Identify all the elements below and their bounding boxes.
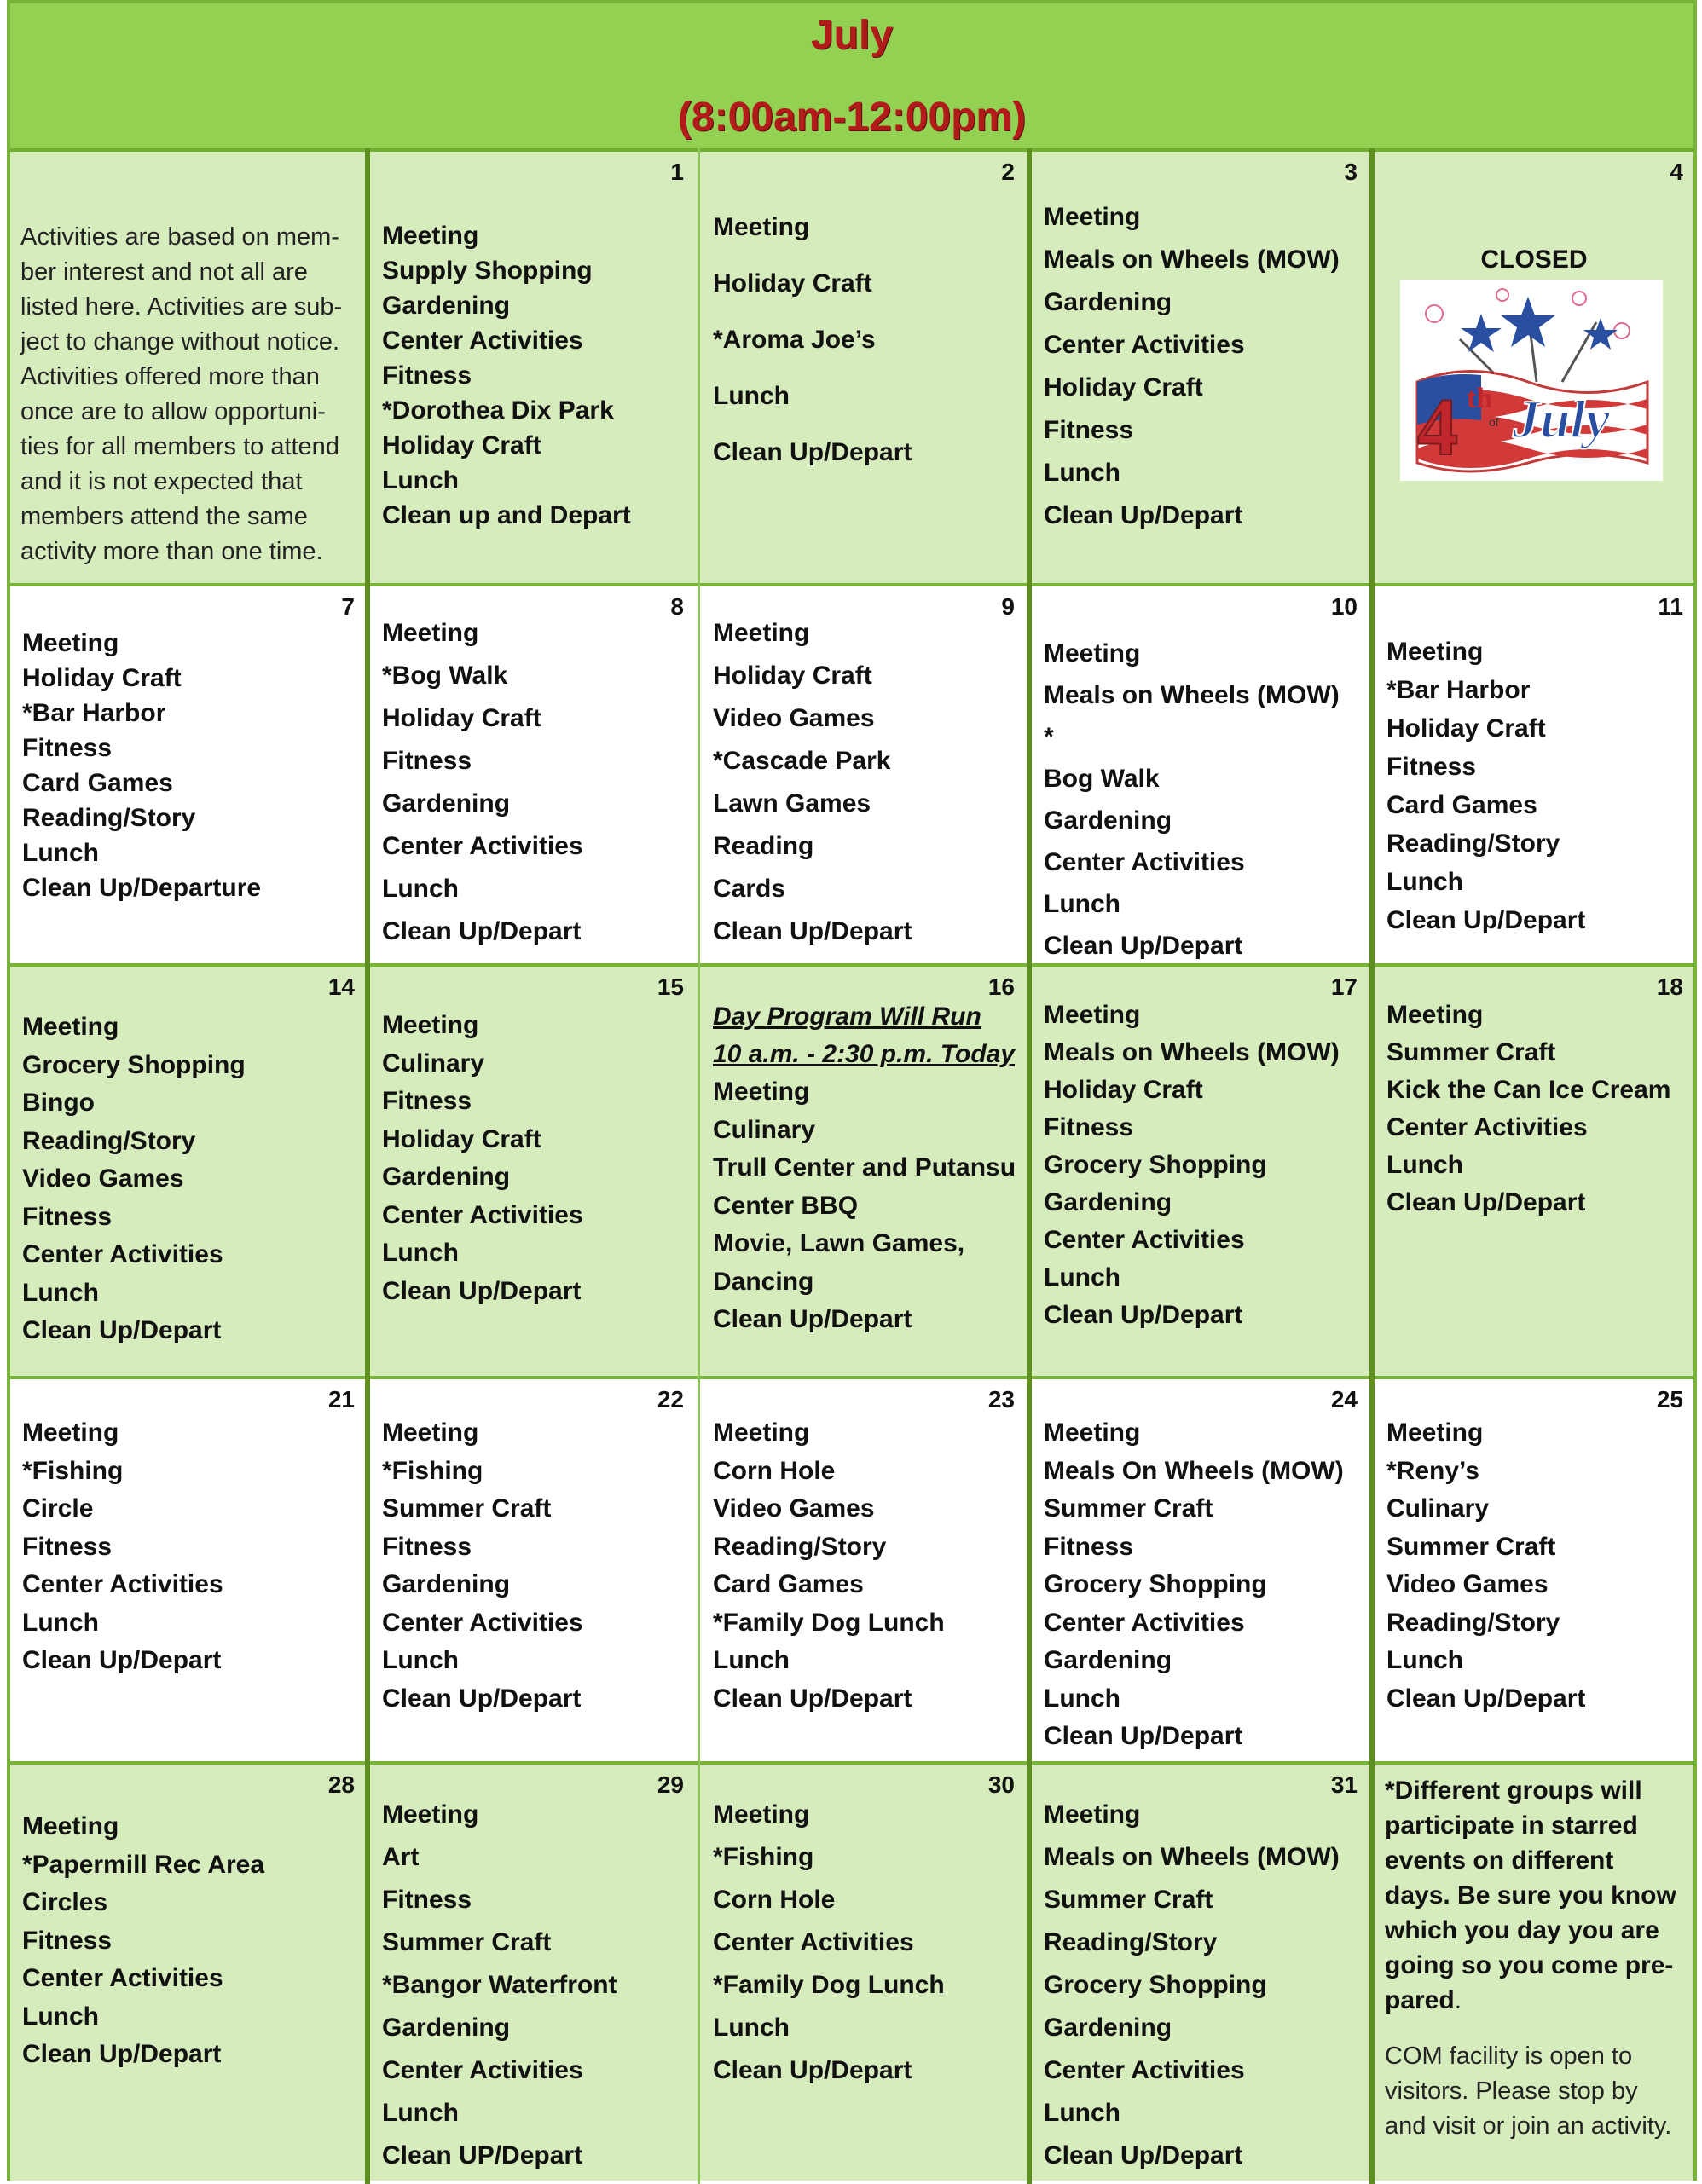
activity-item: Art — [382, 1843, 420, 1871]
day-cell-15 — [370, 967, 694, 1376]
activity-list — [382, 1418, 689, 1722]
activity-item: * — [1044, 723, 1054, 751]
intro-note-cell — [10, 152, 365, 583]
activity-item: Clean UP/Depart — [382, 2141, 583, 2170]
activity-item: Summer Craft — [382, 1494, 552, 1522]
activity-item: Lunch — [1044, 1684, 1120, 1713]
activity-item: Clean Up/Depart — [1044, 1301, 1243, 1329]
day-number: 4 — [1670, 159, 1683, 185]
activity-list — [1044, 203, 1363, 544]
day-cell-3 — [1032, 152, 1368, 583]
day-number: 24 — [1330, 1386, 1358, 1413]
activity-item: Video Games — [713, 1494, 875, 1522]
activity-item: *Bog Walk — [382, 662, 508, 690]
note-line: participate in starred — [1385, 1811, 1638, 1840]
activity-item: *Fishing — [713, 1843, 814, 1871]
day-cell-31 — [1032, 1765, 1368, 2181]
activity-item: Fitness — [382, 1532, 472, 1561]
day-cell-9 — [701, 586, 1025, 963]
activity-item: Meals On Wheels (MOW) — [1044, 1456, 1344, 1485]
activity-item: Meeting — [382, 222, 479, 250]
day-number: 30 — [987, 1771, 1015, 1798]
activity-item: Summer Craft — [1044, 1494, 1213, 1522]
activity-item: Meeting — [22, 1812, 119, 1840]
visitor-note — [1385, 2039, 1688, 2144]
activity-item: Fitness — [22, 1202, 113, 1231]
activity-list — [382, 222, 689, 536]
activity-item: *Fishing — [22, 1456, 124, 1485]
activity-item: Holiday Craft — [1044, 1076, 1203, 1104]
activity-item: Meeting — [22, 629, 119, 657]
activity-item: Lunch — [1044, 459, 1120, 487]
activity-item: Meals on Wheels (MOW) — [1044, 681, 1340, 709]
activity-item: Clean Up/Depart — [22, 1316, 222, 1344]
activity-item: Center Activities — [1044, 848, 1245, 876]
activity-item: Gardening — [382, 2014, 511, 2042]
activity-item: Video Games — [713, 704, 875, 732]
activity-item: Gardening — [1044, 1188, 1172, 1216]
activity-item: *Bar Harbor — [1386, 676, 1531, 704]
activity-item: Trull Center and Putansu — [713, 1153, 1016, 1182]
activity-list — [22, 1418, 360, 1684]
activity-item: Center Activities — [713, 1928, 914, 1956]
activity-list — [1386, 1001, 1688, 1226]
activity-item: Clean up and Depart — [382, 501, 631, 529]
day-number: 7 — [341, 593, 355, 620]
activity-item: Fitness — [22, 734, 113, 762]
month-title: July — [810, 13, 894, 58]
day-number: 16 — [987, 974, 1015, 1000]
activity-item: Meeting — [22, 1418, 119, 1447]
activity-item: Holiday Craft — [382, 704, 541, 732]
activity-item: Meeting — [1386, 1418, 1484, 1447]
activity-list — [382, 619, 689, 960]
activity-item: Gardening — [1044, 806, 1172, 835]
intro-line: activity more than one time. — [20, 538, 323, 565]
activity-item: Reading/Story — [713, 1532, 887, 1561]
activity-item: Culinary — [382, 1049, 485, 1078]
note-period: . — [1454, 1986, 1462, 2014]
activity-list — [713, 213, 1020, 494]
intro-line: once are to allow opportuni- — [20, 398, 326, 425]
activity-item: Lunch — [1044, 1263, 1120, 1291]
week-row-4 — [10, 1379, 1693, 1761]
day-cell-10 — [1032, 586, 1368, 963]
intro-note — [20, 220, 360, 569]
activity-item: Meeting — [382, 619, 479, 647]
activity-item: Card Games — [22, 769, 173, 797]
activity-item: Meeting — [1044, 203, 1141, 231]
intro-line: ject to change without notice. — [20, 328, 340, 355]
activity-item: Meals on Wheels (MOW) — [1044, 1038, 1340, 1066]
note-line: days. Be sure you know — [1385, 1881, 1676, 1910]
activity-list — [1044, 1800, 1363, 2184]
activity-item: Summer Craft — [1386, 1532, 1556, 1561]
day-cell-14 — [10, 967, 365, 1376]
day-cell-21 — [10, 1379, 365, 1761]
activity-item: Center Activities — [1044, 331, 1245, 359]
activity-item: Meeting — [713, 1078, 810, 1106]
activity-item: Lunch — [713, 2014, 790, 2042]
activity-item: Center Activities — [382, 326, 583, 355]
day-number: 17 — [1330, 974, 1358, 1000]
activity-item: Clean Up/Depart — [382, 1276, 582, 1305]
activity-list — [22, 1013, 360, 1355]
activity-list — [22, 629, 360, 909]
day-number: 1 — [670, 159, 684, 185]
activity-item: Card Games — [713, 1570, 864, 1598]
activity-item: Lunch — [1386, 1151, 1463, 1179]
activity-item: *Bangor Waterfront — [382, 1971, 617, 1999]
activity-item: Circles — [22, 1888, 108, 1916]
activity-item: Meeting — [382, 1011, 479, 1039]
activity-item: Center Activities — [22, 1240, 223, 1268]
note-word: pared — [1385, 1986, 1455, 2014]
activity-item: Meeting — [22, 1013, 119, 1041]
activity-item: *Aroma Joe’s — [713, 326, 876, 354]
activity-item: Supply Shopping — [382, 257, 593, 285]
activity-item: Reading/Story — [22, 804, 196, 832]
special-line: 10 a.m. - 2:30 p.m. Today — [713, 1040, 1016, 1068]
activity-item: Lunch — [1386, 868, 1463, 896]
activity-item: Clean Up/Depart — [382, 917, 582, 945]
activity-item: *Fishing — [382, 1456, 483, 1485]
activity-item: Reading/Story — [1386, 1608, 1560, 1637]
activity-item: Dancing — [713, 1267, 814, 1296]
day-cell-4 — [1375, 152, 1693, 583]
activity-item: Fitness — [22, 1926, 113, 1955]
column-divider — [698, 148, 700, 2184]
activity-item: Holiday Craft — [1386, 714, 1546, 742]
activity-item: Summer Craft — [1386, 1038, 1556, 1066]
activity-item: Meeting — [382, 1418, 479, 1447]
day-number: 22 — [657, 1386, 684, 1413]
activity-item: Lawn Games — [713, 789, 871, 818]
activity-item: Card Games — [1386, 791, 1537, 819]
day-number: 18 — [1656, 974, 1683, 1000]
day-cell-23 — [701, 1379, 1025, 1761]
day-number: 15 — [657, 974, 684, 1000]
activity-item: Lunch — [1044, 2099, 1120, 2127]
activity-item: Meeting — [1386, 638, 1484, 666]
logo-4: 4 — [1417, 381, 1458, 472]
activity-item: Clean Up/Departure — [22, 874, 262, 902]
day-cell-2 — [701, 152, 1025, 583]
activity-item: Grocery Shopping — [1044, 1971, 1267, 1999]
intro-line: ties for all members to attend — [20, 433, 339, 460]
day-number: 25 — [1656, 1386, 1683, 1413]
activity-item: Center BBQ — [713, 1191, 859, 1220]
activity-list — [1044, 639, 1363, 974]
activity-item: Center Activities — [382, 2056, 583, 2084]
activity-item: Clean Up/Depart — [713, 1684, 912, 1713]
activity-list — [1386, 638, 1688, 945]
activity-item: Fitness — [1044, 1113, 1134, 1141]
activity-item: Bingo — [22, 1089, 95, 1117]
fourth-of-july-image — [1400, 280, 1663, 481]
activity-item: Video Games — [1386, 1570, 1549, 1598]
activity-item: Meeting — [1386, 1001, 1484, 1029]
activity-item: Center Activities — [382, 832, 583, 860]
activity-item: Clean Up/Depart — [1044, 501, 1243, 529]
activity-item: Corn Hole — [713, 1886, 836, 1914]
day-number: 29 — [657, 1771, 684, 1798]
activity-item: Grocery Shopping — [1044, 1570, 1267, 1598]
day-number: 9 — [1001, 593, 1015, 620]
activity-item: Lunch — [22, 1608, 99, 1637]
activity-item: Clean Up/Depart — [1386, 1188, 1586, 1216]
activity-item: Clean Up/Depart — [713, 1305, 912, 1333]
note-line: *Different groups will — [1385, 1777, 1642, 1805]
day-cell-25 — [1375, 1379, 1693, 1761]
activity-item: Meeting — [713, 213, 810, 241]
activity-list — [1044, 1418, 1363, 1760]
activity-item: Center Activities — [22, 1570, 223, 1598]
intro-line: members attend the same — [20, 503, 308, 530]
activity-item: Lunch — [22, 1278, 99, 1307]
activity-item: Fitness — [1386, 753, 1477, 781]
activity-item: Gardening — [1044, 1646, 1172, 1674]
logo-th: th — [1467, 383, 1493, 414]
activity-item: Clean Up/Depart — [1044, 2141, 1243, 2170]
logo-july: July — [1513, 389, 1610, 449]
activity-item: Clean Up/Depart — [1386, 906, 1586, 934]
week-row-5 — [10, 1765, 1693, 2181]
activity-list — [1386, 1418, 1688, 1722]
activity-list — [382, 1800, 689, 2184]
activity-item: Lunch — [382, 1239, 459, 1267]
hours-subtitle: (8:00am-12:00pm) — [677, 95, 1027, 140]
activity-item: Holiday Craft — [1044, 373, 1203, 402]
activity-item: *Family Dog Lunch — [713, 1971, 945, 1999]
activity-item: Center Activities — [382, 1608, 583, 1637]
activity-item: Reading — [713, 832, 814, 860]
activity-item: Lunch — [22, 839, 99, 867]
activity-item: Lunch — [713, 1646, 790, 1674]
day-number: 3 — [1344, 159, 1358, 185]
activity-item: Corn Hole — [713, 1456, 836, 1485]
logo-of: of — [1489, 415, 1499, 429]
activity-item: Lunch — [382, 466, 459, 494]
activity-item: Fitness — [382, 1886, 472, 1914]
activity-item: Reading/Story — [22, 1126, 196, 1155]
note-line: visitors. Please stop by — [1385, 2077, 1638, 2105]
calendar — [7, 0, 1697, 2181]
activity-item: Gardening — [382, 1163, 511, 1191]
activity-item: Clean Up/Depart — [1044, 1722, 1243, 1750]
activity-item: Meeting — [1044, 1001, 1141, 1029]
activity-item: Clean Up/Depart — [22, 1646, 222, 1674]
week-row-1 — [10, 152, 1693, 583]
activity-item: Meeting — [1044, 1800, 1141, 1829]
activity-item: Lunch — [713, 382, 790, 410]
activity-list — [1044, 1001, 1363, 1338]
note-line: COM facility is open to — [1385, 2042, 1633, 2070]
activity-item: Lunch — [1386, 1646, 1463, 1674]
activity-item: *Cascade Park — [713, 747, 891, 775]
day-cell-1 — [370, 152, 694, 583]
day-number: 8 — [670, 593, 684, 620]
activity-item: Meeting — [382, 1800, 479, 1829]
day-number: 23 — [987, 1386, 1015, 1413]
activity-list — [713, 1078, 1020, 1343]
activity-item: Kick the Can Ice Cream — [1386, 1076, 1671, 1104]
activity-item: Fitness — [1044, 416, 1134, 444]
activity-item: Lunch — [1044, 890, 1120, 918]
activity-item: *Reny’s — [1386, 1456, 1479, 1485]
activity-item: Gardening — [1044, 2014, 1172, 2042]
calendar-header — [10, 3, 1693, 152]
note-line: and visit or join an activity. — [1385, 2112, 1672, 2140]
activity-item: Fitness — [382, 361, 472, 390]
activity-list — [382, 1011, 689, 1314]
activity-item: Center Activities — [1044, 1608, 1245, 1637]
footer-note-cell — [1375, 1765, 1693, 2181]
column-divider — [1369, 148, 1375, 2184]
activity-item: Reading/Story — [1044, 1928, 1218, 1956]
note-line — [1385, 1983, 1688, 2018]
activity-item: Clean Up/Depart — [382, 1684, 582, 1713]
column-divider — [365, 148, 370, 2184]
activity-item: Fitness — [382, 747, 472, 775]
activity-item: Fitness — [382, 1087, 472, 1115]
intro-line: Activities offered more than — [20, 363, 320, 390]
activity-item: Video Games — [22, 1164, 184, 1193]
day-number: 2 — [1001, 159, 1015, 185]
activity-item: Clean Up/Depart — [713, 2056, 912, 2084]
special-line: Day Program Will Run — [713, 1002, 981, 1031]
activity-item: Lunch — [382, 875, 459, 903]
activity-item: *Papermill Rec Area — [22, 1850, 265, 1879]
day-cell-8 — [370, 586, 694, 963]
activity-item: Culinary — [1386, 1494, 1490, 1522]
day-number: 28 — [327, 1771, 355, 1798]
activity-item: Holiday Craft — [713, 269, 872, 298]
week-row-2 — [10, 586, 1693, 963]
intro-line: listed here. Activities are sub- — [20, 293, 343, 321]
activity-item: Meeting — [1044, 1418, 1141, 1447]
day-cell-7 — [10, 586, 365, 963]
special-notice — [713, 1002, 1020, 1078]
activity-item: Clean Up/Depart — [713, 917, 912, 945]
activity-item: Meeting — [713, 619, 810, 647]
intro-line: Activities are based on mem- — [20, 223, 339, 251]
note-line: which you day you are — [1385, 1916, 1659, 1944]
activity-item: Gardening — [1044, 288, 1172, 316]
day-number: 14 — [327, 974, 355, 1000]
intro-line: and it is not expected that — [20, 468, 303, 495]
activity-item: *Dorothea Dix Park — [382, 396, 614, 425]
activity-item: Clean Up/Depart — [22, 2040, 222, 2068]
activity-item: Bog Walk — [1044, 765, 1160, 793]
activity-list — [713, 619, 1020, 960]
activity-item: Gardening — [382, 789, 511, 818]
day-number: 31 — [1330, 1771, 1358, 1798]
activity-item: Meeting — [713, 1800, 810, 1829]
activity-item: Movie, Lawn Games, — [713, 1229, 965, 1257]
activity-item: Meeting — [1044, 639, 1141, 667]
activity-item: Circle — [22, 1494, 94, 1522]
day-cell-18 — [1375, 967, 1693, 1376]
activity-item: Holiday Craft — [22, 664, 182, 692]
activity-item: *Bar Harbor — [22, 699, 166, 727]
day-cell-11 — [1375, 586, 1693, 963]
intro-line: ber interest and not all are — [20, 258, 308, 286]
activity-item: Center Activities — [1386, 1113, 1588, 1141]
activity-item: Center Activities — [1044, 2056, 1245, 2084]
week-row-3 — [10, 967, 1693, 1376]
activity-item: *Family Dog Lunch — [713, 1608, 945, 1637]
activity-item: Lunch — [382, 1646, 459, 1674]
activity-item: Center Activities — [382, 1200, 583, 1229]
activity-item: Holiday Craft — [382, 431, 541, 459]
activity-item: Center Activities — [22, 1964, 223, 1992]
activity-item: Holiday Craft — [713, 662, 872, 690]
day-number: 21 — [327, 1386, 355, 1413]
activity-list — [713, 1418, 1020, 1722]
activity-item: Summer Craft — [1044, 1886, 1213, 1914]
activity-item: Cards — [713, 875, 786, 903]
activity-item: Reading/Story — [1386, 829, 1560, 858]
note-line: events on different — [1385, 1846, 1614, 1875]
activity-item: Fitness — [1044, 1532, 1134, 1561]
note-line: going so you come pre- — [1385, 1951, 1674, 1979]
activity-item: Clean Up/Depart — [1044, 932, 1243, 960]
day-number: 11 — [1658, 593, 1683, 620]
column-divider — [1027, 148, 1032, 2184]
activity-item: Holiday Craft — [382, 1124, 541, 1153]
activity-item: Summer Craft — [382, 1928, 552, 1956]
activity-item: Center Activities — [1044, 1226, 1245, 1254]
activity-item: Clean Up/Depart — [713, 438, 912, 466]
activity-item: Clean Up/Depart — [1386, 1684, 1586, 1713]
activity-item: Fitness — [22, 1532, 113, 1561]
activity-item: Meals on Wheels (MOW) — [1044, 246, 1340, 274]
activity-item: Lunch — [22, 2002, 99, 2031]
day-number: 10 — [1330, 593, 1358, 620]
activity-item: Meeting — [713, 1418, 810, 1447]
day-cell-16 — [701, 967, 1025, 1376]
activity-item: Lunch — [382, 2099, 459, 2127]
activity-item: Culinary — [713, 1115, 816, 1144]
activity-list — [22, 1812, 360, 2078]
closed-label: CLOSED — [1480, 246, 1588, 274]
day-cell-29 — [370, 1765, 694, 2181]
day-cell-17 — [1032, 967, 1368, 1376]
day-cell-22 — [370, 1379, 694, 1761]
activity-item: Gardening — [382, 292, 511, 320]
day-cell-24 — [1032, 1379, 1368, 1761]
activity-item: Gardening — [382, 1570, 511, 1598]
starred-events-note — [1385, 1773, 1688, 2018]
day-cell-28 — [10, 1765, 365, 2181]
day-cell-30 — [701, 1765, 1025, 2181]
activity-item: Grocery Shopping — [1044, 1151, 1267, 1179]
activity-item: Grocery Shopping — [22, 1050, 246, 1079]
activity-item: Meals on Wheels (MOW) — [1044, 1843, 1340, 1871]
activity-list — [713, 1800, 1020, 2099]
fourth-of-july-flag-icon — [1400, 280, 1663, 481]
